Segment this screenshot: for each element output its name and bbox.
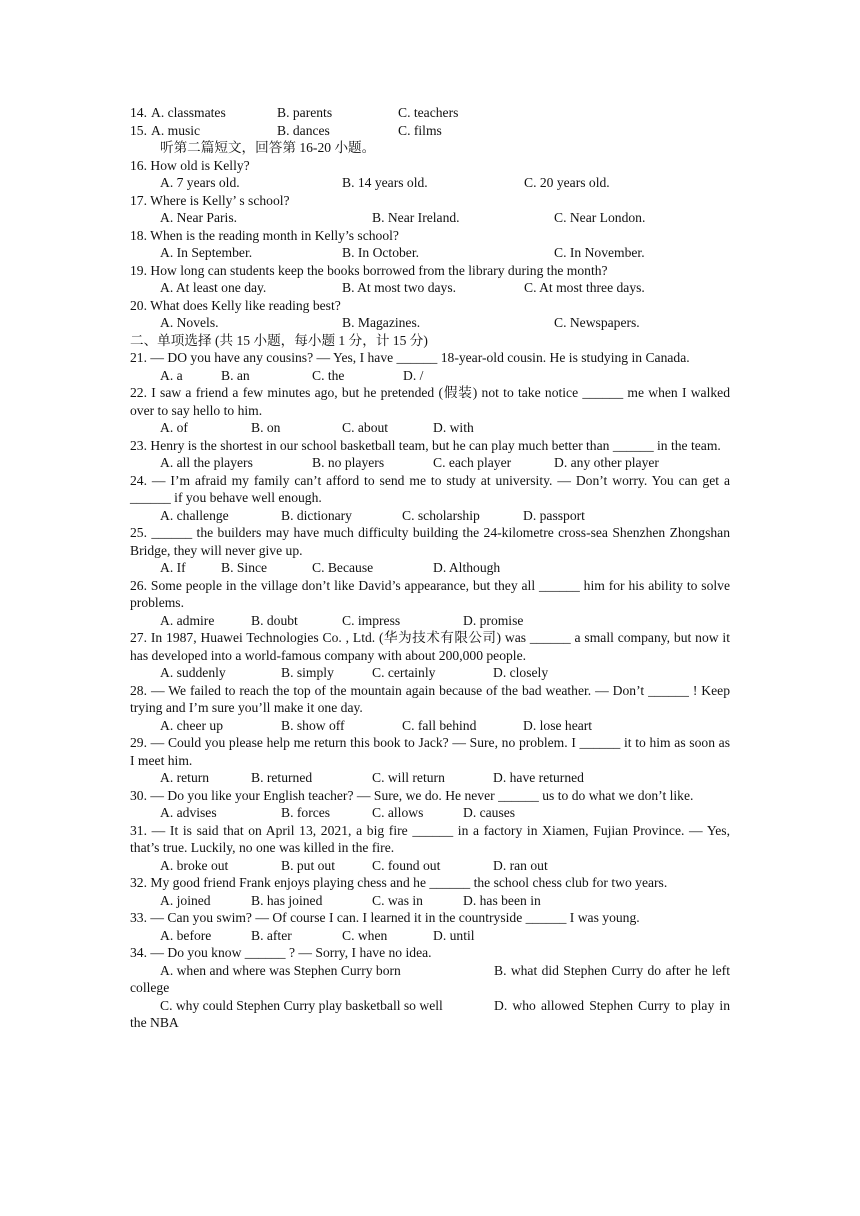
options-18: A. In September. B. In October. C. In November.	[160, 245, 645, 260]
question-30: 30. — Do you like your English teacher? — Sure, we do. He never ______ us to do what we don’t like.	[130, 787, 694, 803]
options-27: A. suddenly B. simply C. certainly D. closely	[160, 665, 549, 680]
question-20: 20. What does Kelly like reading best?	[130, 297, 341, 313]
options-26: A. admire B. doubt C. impress D. promise	[160, 612, 524, 628]
options-34-row2: C. why could Stephen Curry play basketball so well D. who allowed Stephen Curry to play in the NBA	[130, 997, 730, 1030]
question-23: 23. Henry is the shortest in our school basketball team, but he can play much better than ______ in the team.	[130, 437, 721, 453]
options-19: A. At least one day. B. At most two days. C. At most three days.	[160, 280, 645, 295]
question-34: 34. — Do you know ______ ? — Sorry, I have no idea.	[130, 945, 432, 960]
question-28: 28. — We failed to reach the top of the mountain again because of the bad weather. — Don’t ______ ! Keep trying and I’m sure you’ll make it one day.	[130, 682, 730, 715]
options-29: A. return B. returned C. will return D. have returned	[160, 770, 584, 785]
options-25: A. If B. Since C. Because D. Although	[160, 560, 501, 575]
options-31: A. broke out B. put out C. found out D. ran out	[160, 857, 548, 873]
options-34-row1: A. when and where was Stephen Curry born B. what did Stephen Curry do after he left college	[130, 962, 730, 995]
question-26: 26. Some people in the village don’t like David’s appearance, but they all ______ him for his ability to solve problems.	[130, 577, 730, 610]
question-17: 17. Where is Kelly’ s school?	[130, 192, 290, 208]
exam-page	[130, 104, 730, 1032]
options-21: A. a B. an C. the D. /	[160, 367, 424, 383]
question-27: 27. In 1987, Huawei Technologies Co. , Ltd. (华为技术有限公司) was ______ a small company, but now it has developed into a world-famous company with about 200,000 people.	[130, 630, 730, 663]
question-18: 18. When is the reading month in Kelly’s school?	[130, 227, 399, 243]
question-15: 15. A. music B. dances C. films	[130, 122, 442, 138]
question-31: 31. — It is said that on April 13, 2021, a big fire ______ in a factory in Xiamen, Fujian Province. — Yes, that’s true. Luckily, no one was killed in the fire.	[130, 822, 730, 855]
question-14: 14. A. classmates B. parents C. teachers	[130, 105, 459, 120]
options-32: A. joined B. has joined C. was in D. has been in	[160, 892, 541, 908]
options-23: A. all the players B. no players C. each player D. any other player	[160, 455, 659, 470]
options-22: A. of B. on C. about D. with	[160, 420, 474, 435]
options-17: A. Near Paris. B. Near Ireland. C. Near London.	[160, 210, 646, 225]
options-28: A. cheer up B. show off C. fall behind D. lose heart	[160, 717, 593, 733]
question-25: 25. ______ the builders may have much difficulty building the 24-kilometre cross-sea Shenzhen Zhongshan Bridge, they will never give up.	[130, 525, 730, 558]
section2-title: 二、单项选择 (共 15 小题，每小题 1 分，计 15 分)	[130, 332, 428, 348]
options-33: A. before B. after C. when D. until	[160, 927, 475, 943]
options-16: A. 7 years old. B. 14 years old. C. 20 years old.	[160, 175, 610, 190]
question-29: 29. — Could you please help me return this book to Jack? — Sure, no problem. I ______ it to him as soon as I meet him.	[130, 735, 730, 768]
question-16: 16. How old is Kelly?	[130, 157, 250, 173]
question-21: 21. — DO you have any cousins? — Yes, I have ______ 18-year-old cousin. He is studying in Canada.	[130, 350, 690, 365]
options-24: A. challenge B. dictionary C. scholarship D. passport	[160, 507, 585, 523]
question-33: 33. — Can you swim? — Of course I can. I learned it in the countryside ______ I was young.	[130, 910, 640, 925]
question-19: 19. How long can students keep the books borrowed from the library during the month?	[130, 262, 608, 278]
question-24: 24. — I’m afraid my family can’t afford to send me to study at university. — Don’t worry. You can get a ______ if you behave well enough.	[130, 472, 730, 505]
options-30: A. advises B. forces C. allows D. causes	[160, 805, 516, 820]
options-20: A. Novels. B. Magazines. C. Newspapers.	[160, 315, 640, 330]
question-22: 22. I saw a friend a few minutes ago, but he pretended (假装) not to take notice ______ me when I walked over to say hello to him.	[130, 385, 730, 418]
listening2-intro: 听第二篇短文，回答第 16-20 小题。	[160, 140, 376, 155]
question-32: 32. My good friend Frank enjoys playing chess and he ______ the school chess club for two years.	[130, 875, 668, 890]
